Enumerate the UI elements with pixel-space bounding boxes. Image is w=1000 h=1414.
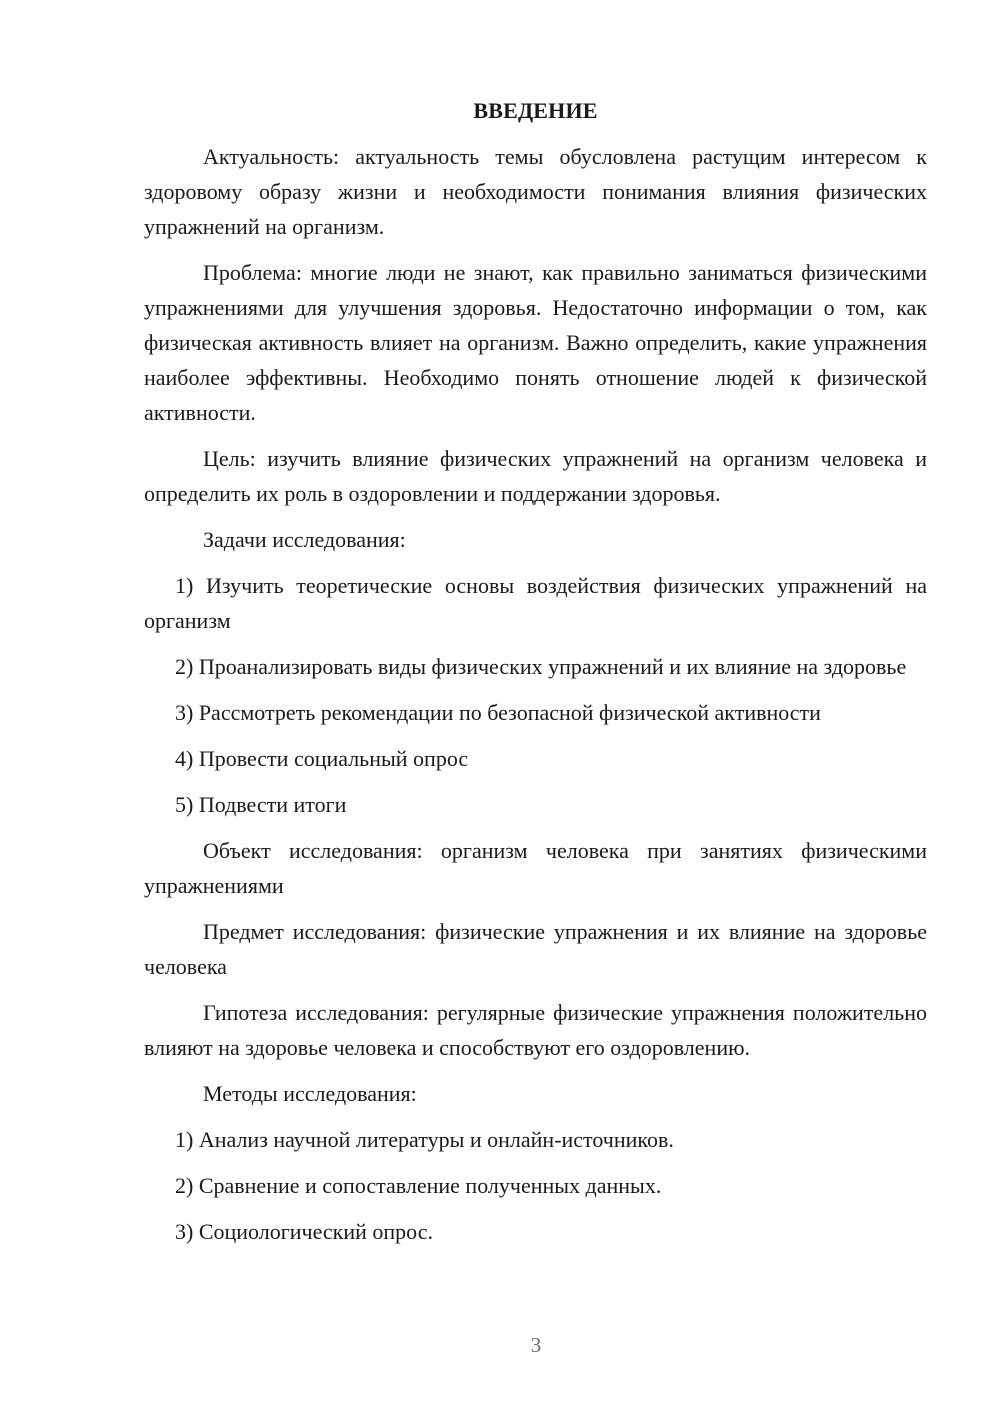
task-item-3: 3) Рассмотреть рекомендации по безопасной физической активности [175,700,821,725]
paragraph-methods-title: Методы исследования: [203,1081,417,1106]
task-item-4: 4) Провести социальный опрос [175,746,469,771]
task-item-1: 1) Изучить теоретические основы воздействия физических упражнений на организм [144,573,927,633]
paragraph-relevance: Актуальность: актуальность темы обусловлена растущим интересом к здоровому образу жизни и необходимости понимания влияния физических упражнений на организм. [144,144,927,239]
method-item-3: 3) Социологический опрос. [175,1219,433,1244]
task-item-2: 2) Проанализировать виды физических упражнений и их влияние на здоровье [175,654,907,679]
method-item-2: 2) Сравнение и сопоставление полученных данных. [175,1173,662,1198]
document-page [144,93,927,1260]
method-item-1: 1) Анализ научной литературы и онлайн-источников. [175,1127,674,1152]
paragraph-subject: Предмет исследования: физические упражнения и их влияние на здоровье человека [144,919,927,979]
paragraph-goal: Цель: изучить влияние физических упражнений на организм человека и определить их роль в оздоровлении и поддержании здоровья. [144,446,927,506]
paragraph-object: Объект исследования: организм человека при занятиях физическими упражнениями [144,838,927,898]
section-heading: ВВЕДЕНИЕ [473,98,598,123]
paragraph-hypothesis: Гипотеза исследования: регулярные физические упражнения положительно влияют на здоровье человека и способствуют его оздоровлению. [144,1000,927,1060]
task-item-5: 5) Подвести итоги [175,792,347,817]
paragraph-problem: Проблема: многие люди не знают, как правильно заниматься физическими упражнениями для улучшения здоровья. Недостаточно информации о том, как физическая активность влияет на организм. Важно определить, какие упражнения наиболее эффективны. Необходимо понять отношение людей к физической активности. [144,260,927,425]
page-number: 3 [530,1333,542,1357]
paragraph-tasks-title: Задачи исследования: [203,527,406,552]
